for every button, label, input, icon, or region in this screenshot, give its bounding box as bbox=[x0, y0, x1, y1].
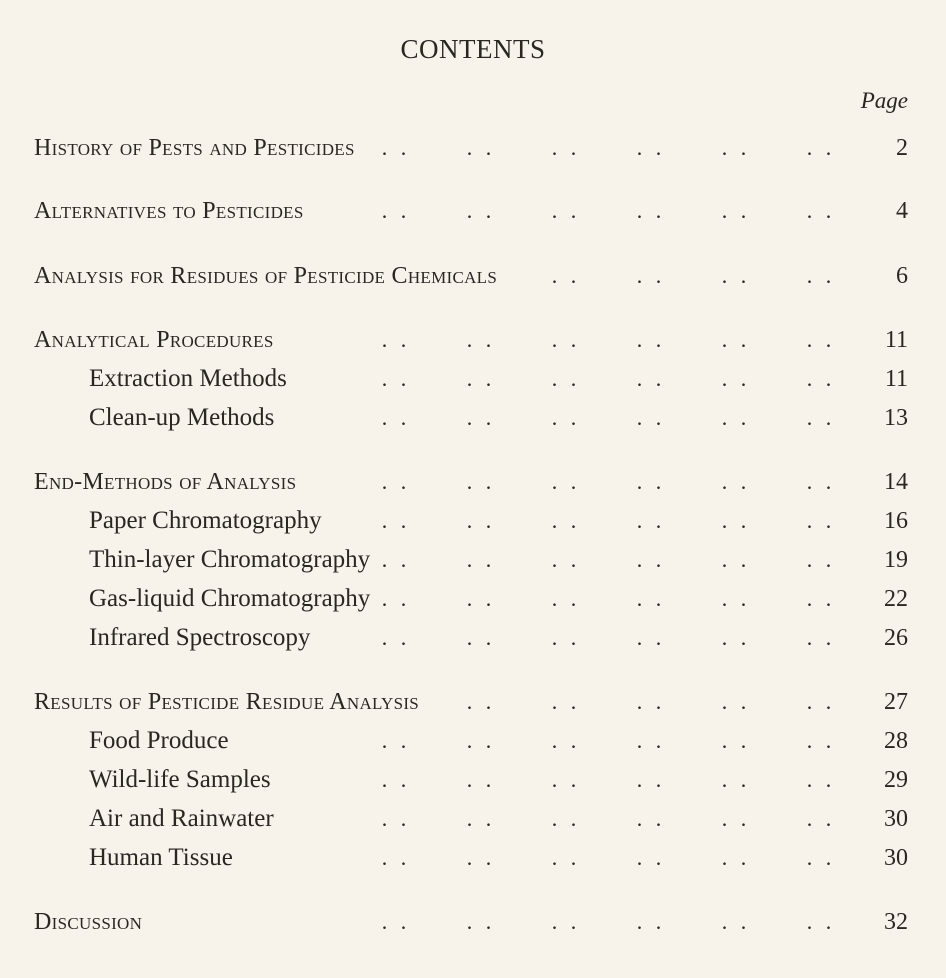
dot-leader: . . bbox=[381, 767, 411, 792]
toc-entry-title: Wild-life Samples bbox=[89, 766, 271, 793]
toc-entry-page: 6 bbox=[896, 263, 908, 289]
toc-entry bbox=[0, 130, 946, 166]
toc-entry-title: Thin-layer Chromatography bbox=[89, 546, 371, 573]
dot-leader: . . bbox=[636, 405, 666, 430]
dot-leader: . . bbox=[381, 198, 411, 223]
dot-leader: . . bbox=[806, 198, 836, 223]
dot-leader: . . bbox=[551, 586, 581, 611]
dot-leader: . . bbox=[551, 405, 581, 430]
toc-entry-page: 2 bbox=[896, 135, 908, 161]
toc-entry-page: 19 bbox=[884, 547, 908, 573]
dot-leader: . . bbox=[551, 625, 581, 650]
dot-leader: . . bbox=[806, 845, 836, 870]
toc-entry bbox=[0, 801, 946, 837]
dot-leader: . . bbox=[721, 806, 751, 831]
toc-entry-title: Extraction Methods bbox=[89, 365, 287, 392]
dot-leader: . . bbox=[806, 327, 836, 352]
dot-leader: . . bbox=[466, 135, 496, 160]
toc-entry bbox=[0, 400, 946, 436]
dot-leader: . . bbox=[806, 586, 836, 611]
dot-leader: . . bbox=[466, 689, 496, 714]
dot-leader: . . bbox=[381, 586, 411, 611]
dot-leader: . . bbox=[721, 845, 751, 870]
dot-leader: . . bbox=[466, 586, 496, 611]
page-title: CONTENTS bbox=[400, 34, 546, 64]
dot-leader: . . bbox=[636, 547, 666, 572]
toc-entry-page: 32 bbox=[884, 909, 908, 935]
toc-entry-title: Paper Chromatography bbox=[89, 507, 322, 534]
toc-entry bbox=[0, 723, 946, 759]
toc-entry-page: 11 bbox=[884, 366, 908, 392]
dot-leader: . . bbox=[721, 135, 751, 160]
toc-entry-title: Air and Rainwater bbox=[89, 805, 274, 832]
dot-leader: . . bbox=[466, 198, 496, 223]
dot-leader: . . bbox=[636, 728, 666, 753]
dot-leader: . . bbox=[636, 806, 666, 831]
dot-leader: . . bbox=[381, 469, 411, 494]
dot-leader: . . bbox=[721, 767, 751, 792]
dot-leader: . . bbox=[721, 728, 751, 753]
dot-leader: . . bbox=[551, 909, 581, 934]
toc-entry bbox=[0, 193, 946, 229]
dot-leader: . . bbox=[551, 689, 581, 714]
dot-leader: . . bbox=[466, 625, 496, 650]
dot-leader: . . bbox=[466, 405, 496, 430]
toc-entry-title: Alternatives to Pesticides bbox=[34, 198, 304, 224]
dot-leader: . . bbox=[551, 263, 581, 288]
toc-entry-title: History of Pests and Pesticides bbox=[34, 135, 355, 161]
dot-leader: . . bbox=[721, 625, 751, 650]
dot-leader: . . bbox=[721, 508, 751, 533]
toc-entry-page: 13 bbox=[884, 405, 908, 431]
dot-leader: . . bbox=[721, 198, 751, 223]
toc-entry-page: 28 bbox=[884, 728, 908, 754]
dot-leader: . . bbox=[551, 469, 581, 494]
toc-entry-page: 11 bbox=[884, 327, 908, 353]
dot-leader: . . bbox=[806, 469, 836, 494]
toc-entry-page: 30 bbox=[884, 806, 908, 832]
dot-leader: . . bbox=[721, 689, 751, 714]
toc-entry bbox=[0, 762, 946, 798]
toc-entry bbox=[0, 464, 946, 500]
toc-entry bbox=[0, 684, 946, 720]
dot-leader: . . bbox=[381, 845, 411, 870]
dot-leader: . . bbox=[806, 405, 836, 430]
dot-leader: . . bbox=[551, 728, 581, 753]
dot-leader: . . bbox=[551, 366, 581, 391]
dot-leader: . . bbox=[636, 366, 666, 391]
toc-entry-title: Human Tissue bbox=[89, 844, 233, 871]
toc-entry-title: Discussion bbox=[34, 909, 143, 935]
dot-leader: . . bbox=[721, 405, 751, 430]
toc-entry bbox=[0, 581, 946, 617]
dot-leader: . . bbox=[381, 728, 411, 753]
dot-leader: . . bbox=[806, 366, 836, 391]
dot-leader: . . bbox=[806, 767, 836, 792]
dot-leader: . . bbox=[551, 806, 581, 831]
toc-entry-title: End-Methods of Analysis bbox=[34, 469, 297, 495]
dot-leader: . . bbox=[381, 366, 411, 391]
dot-leader: . . bbox=[381, 135, 411, 160]
dot-leader: . . bbox=[806, 728, 836, 753]
dot-leader: . . bbox=[636, 263, 666, 288]
dot-leader: . . bbox=[636, 845, 666, 870]
dot-leader: . . bbox=[636, 909, 666, 934]
toc-entry-page: 14 bbox=[884, 469, 908, 495]
dot-leader: . . bbox=[381, 909, 411, 934]
dot-leader: . . bbox=[466, 469, 496, 494]
dot-leader: . . bbox=[721, 469, 751, 494]
toc-entry bbox=[0, 361, 946, 397]
toc-entry-page: 4 bbox=[896, 198, 908, 224]
dot-leader: . . bbox=[806, 263, 836, 288]
toc-entry-title: Infrared Spectroscopy bbox=[89, 624, 311, 651]
dot-leader: . . bbox=[636, 469, 666, 494]
dot-leader: . . bbox=[636, 508, 666, 533]
page-column-label: Page bbox=[860, 88, 908, 113]
dot-leader: . . bbox=[636, 198, 666, 223]
toc-entry-page: 29 bbox=[884, 767, 908, 793]
dot-leader: . . bbox=[466, 547, 496, 572]
dot-leader: . . bbox=[636, 625, 666, 650]
dot-leader: . . bbox=[806, 508, 836, 533]
toc-entry-page: 26 bbox=[884, 625, 908, 651]
toc-entry-title: Gas-liquid Chromatography bbox=[89, 585, 371, 612]
dot-leader: . . bbox=[466, 909, 496, 934]
toc-entry-page: 16 bbox=[884, 508, 908, 534]
dot-leader: . . bbox=[636, 767, 666, 792]
dot-leader: . . bbox=[466, 728, 496, 753]
dot-leader: . . bbox=[466, 767, 496, 792]
toc-entry bbox=[0, 840, 946, 876]
toc-entry-title: Analytical Procedures bbox=[34, 327, 274, 353]
dot-leader: . . bbox=[551, 198, 581, 223]
dot-leader: . . bbox=[806, 625, 836, 650]
dot-leader: . . bbox=[381, 508, 411, 533]
dot-leader: . . bbox=[551, 845, 581, 870]
toc-entry-title: Clean-up Methods bbox=[89, 404, 275, 431]
dot-leader: . . bbox=[551, 135, 581, 160]
toc-entry-page: 27 bbox=[884, 689, 908, 715]
toc-entry bbox=[0, 620, 946, 656]
dot-leader: . . bbox=[466, 508, 496, 533]
dot-leader: . . bbox=[721, 586, 751, 611]
dot-leader: . . bbox=[721, 263, 751, 288]
dot-leader: . . bbox=[466, 366, 496, 391]
dot-leader: . . bbox=[381, 625, 411, 650]
dot-leader: . . bbox=[721, 366, 751, 391]
toc-entry-page: 30 bbox=[884, 845, 908, 871]
toc-entry bbox=[0, 258, 946, 294]
dot-leader: . . bbox=[381, 327, 411, 352]
dot-leader: . . bbox=[381, 806, 411, 831]
dot-leader: . . bbox=[636, 586, 666, 611]
dot-leader: . . bbox=[806, 547, 836, 572]
dot-leader: . . bbox=[721, 909, 751, 934]
dot-leader: . . bbox=[551, 327, 581, 352]
dot-leader: . . bbox=[466, 806, 496, 831]
dot-leader: . . bbox=[721, 327, 751, 352]
toc-entry bbox=[0, 322, 946, 358]
dot-leader: . . bbox=[636, 327, 666, 352]
dot-leader: . . bbox=[806, 135, 836, 160]
dot-leader: . . bbox=[551, 547, 581, 572]
dot-leader: . . bbox=[721, 547, 751, 572]
dot-leader: . . bbox=[381, 405, 411, 430]
dot-leader: . . bbox=[381, 547, 411, 572]
dot-leader: . . bbox=[806, 806, 836, 831]
dot-leader: . . bbox=[636, 135, 666, 160]
toc-entry-title: Results of Pesticide Residue Analysis bbox=[34, 689, 420, 715]
dot-leader: . . bbox=[466, 845, 496, 870]
dot-leader: . . bbox=[551, 508, 581, 533]
toc-entry bbox=[0, 542, 946, 578]
dot-leader: . . bbox=[806, 689, 836, 714]
toc-entry bbox=[0, 904, 946, 940]
dot-leader: . . bbox=[806, 909, 836, 934]
dot-leader: . . bbox=[551, 767, 581, 792]
dot-leader: . . bbox=[466, 327, 496, 352]
toc-entry-page: 22 bbox=[884, 586, 908, 612]
toc-entry bbox=[0, 503, 946, 539]
dot-leader: . . bbox=[636, 689, 666, 714]
toc-entry-title: Food Produce bbox=[89, 727, 229, 754]
toc-entry-title: Analysis for Residues of Pesticide Chemicals bbox=[34, 263, 498, 289]
